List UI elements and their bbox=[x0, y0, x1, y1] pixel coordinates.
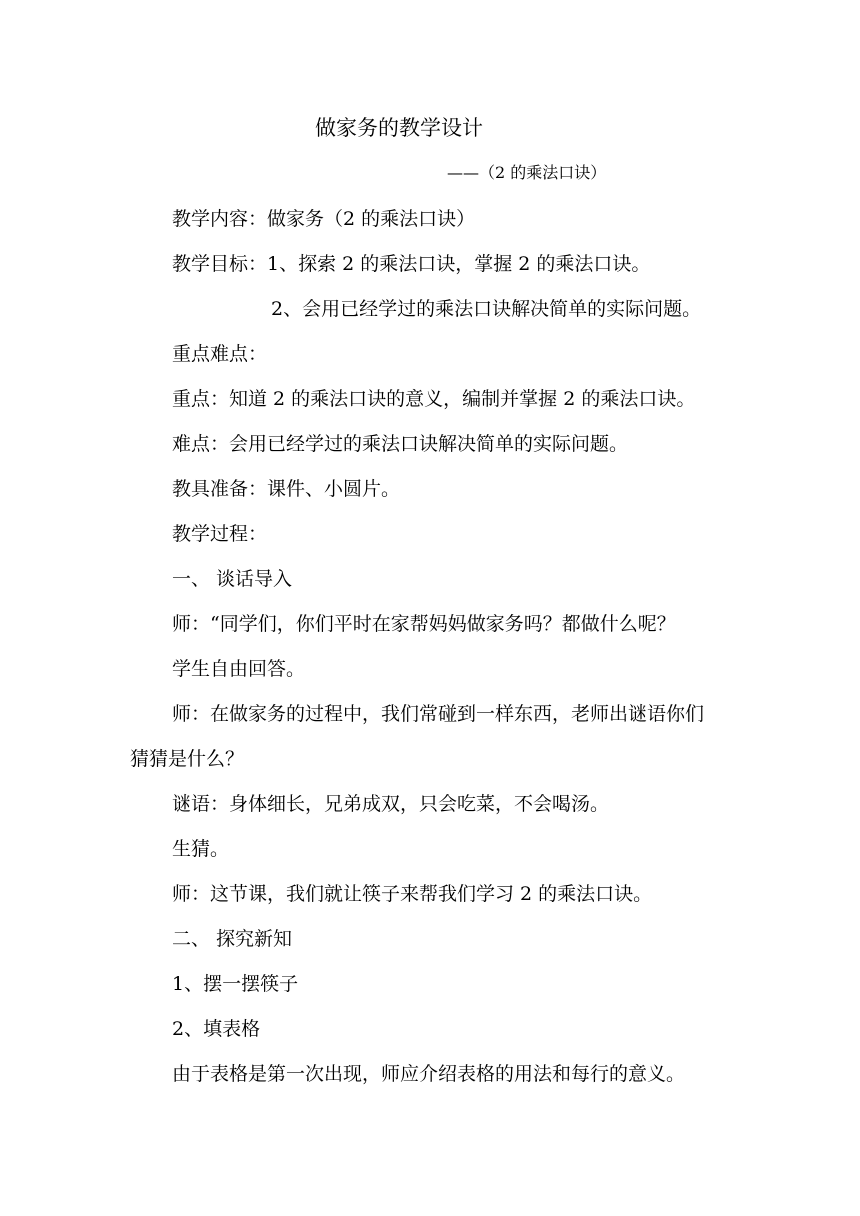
teaching-process-heading: 教学过程： bbox=[172, 523, 268, 545]
key-difficulty-heading: 重点难点： bbox=[172, 343, 268, 365]
key-point-line: 重点：知道 2 的乘法口诀的意义，编制并掌握 2 的乘法口诀。 bbox=[172, 388, 696, 410]
student-answer-line: 学生自由回答。 bbox=[172, 658, 306, 680]
teacher-intro-line: 师：这节课，我们就让筷子来帮我们学习 2 的乘法口诀。 bbox=[172, 883, 653, 905]
teacher-question-line: 师：“同学们，你们平时在家帮妈妈做家务吗？都做什么呢？ bbox=[172, 613, 676, 635]
table-note-line: 由于表格是第一次出现，师应介绍表格的用法和每行的意义。 bbox=[172, 1063, 686, 1085]
document-subtitle: ——（2 的乘法口诀） bbox=[447, 163, 607, 182]
teaching-goal-line-2: 2、会用已经学过的乘法口诀解决简单的实际问题。 bbox=[271, 298, 702, 320]
student-guess-line: 生猜。 bbox=[172, 838, 230, 860]
difficulty-line: 难点：会用已经学过的乘法口诀解决简单的实际问题。 bbox=[172, 433, 629, 455]
teaching-content-line: 教学内容：做家务（2 的乘法口诀） bbox=[172, 208, 476, 230]
teacher-riddle-intro-line-1: 师：在做家务的过程中，我们常碰到一样东西，老师出谜语你们 bbox=[172, 703, 705, 725]
section-two-heading: 二、 探究新知 bbox=[172, 928, 293, 950]
section-one-heading: 一、 谈话导入 bbox=[172, 568, 293, 590]
step-one-line: 1、摆一摆筷子 bbox=[172, 973, 299, 995]
riddle-line: 谜语：身体细长，兄弟成双，只会吃菜，不会喝汤。 bbox=[172, 793, 610, 815]
document-title: 做家务的教学设计 bbox=[315, 116, 483, 140]
teaching-aids-line: 教具准备：课件、小圆片。 bbox=[172, 478, 401, 500]
step-two-line: 2、填表格 bbox=[172, 1018, 261, 1040]
teacher-riddle-intro-line-2: 猜猜是什么？ bbox=[130, 748, 245, 770]
teaching-goal-line-1: 教学目标：1、探索 2 的乘法口诀，掌握 2 的乘法口诀。 bbox=[172, 253, 651, 275]
